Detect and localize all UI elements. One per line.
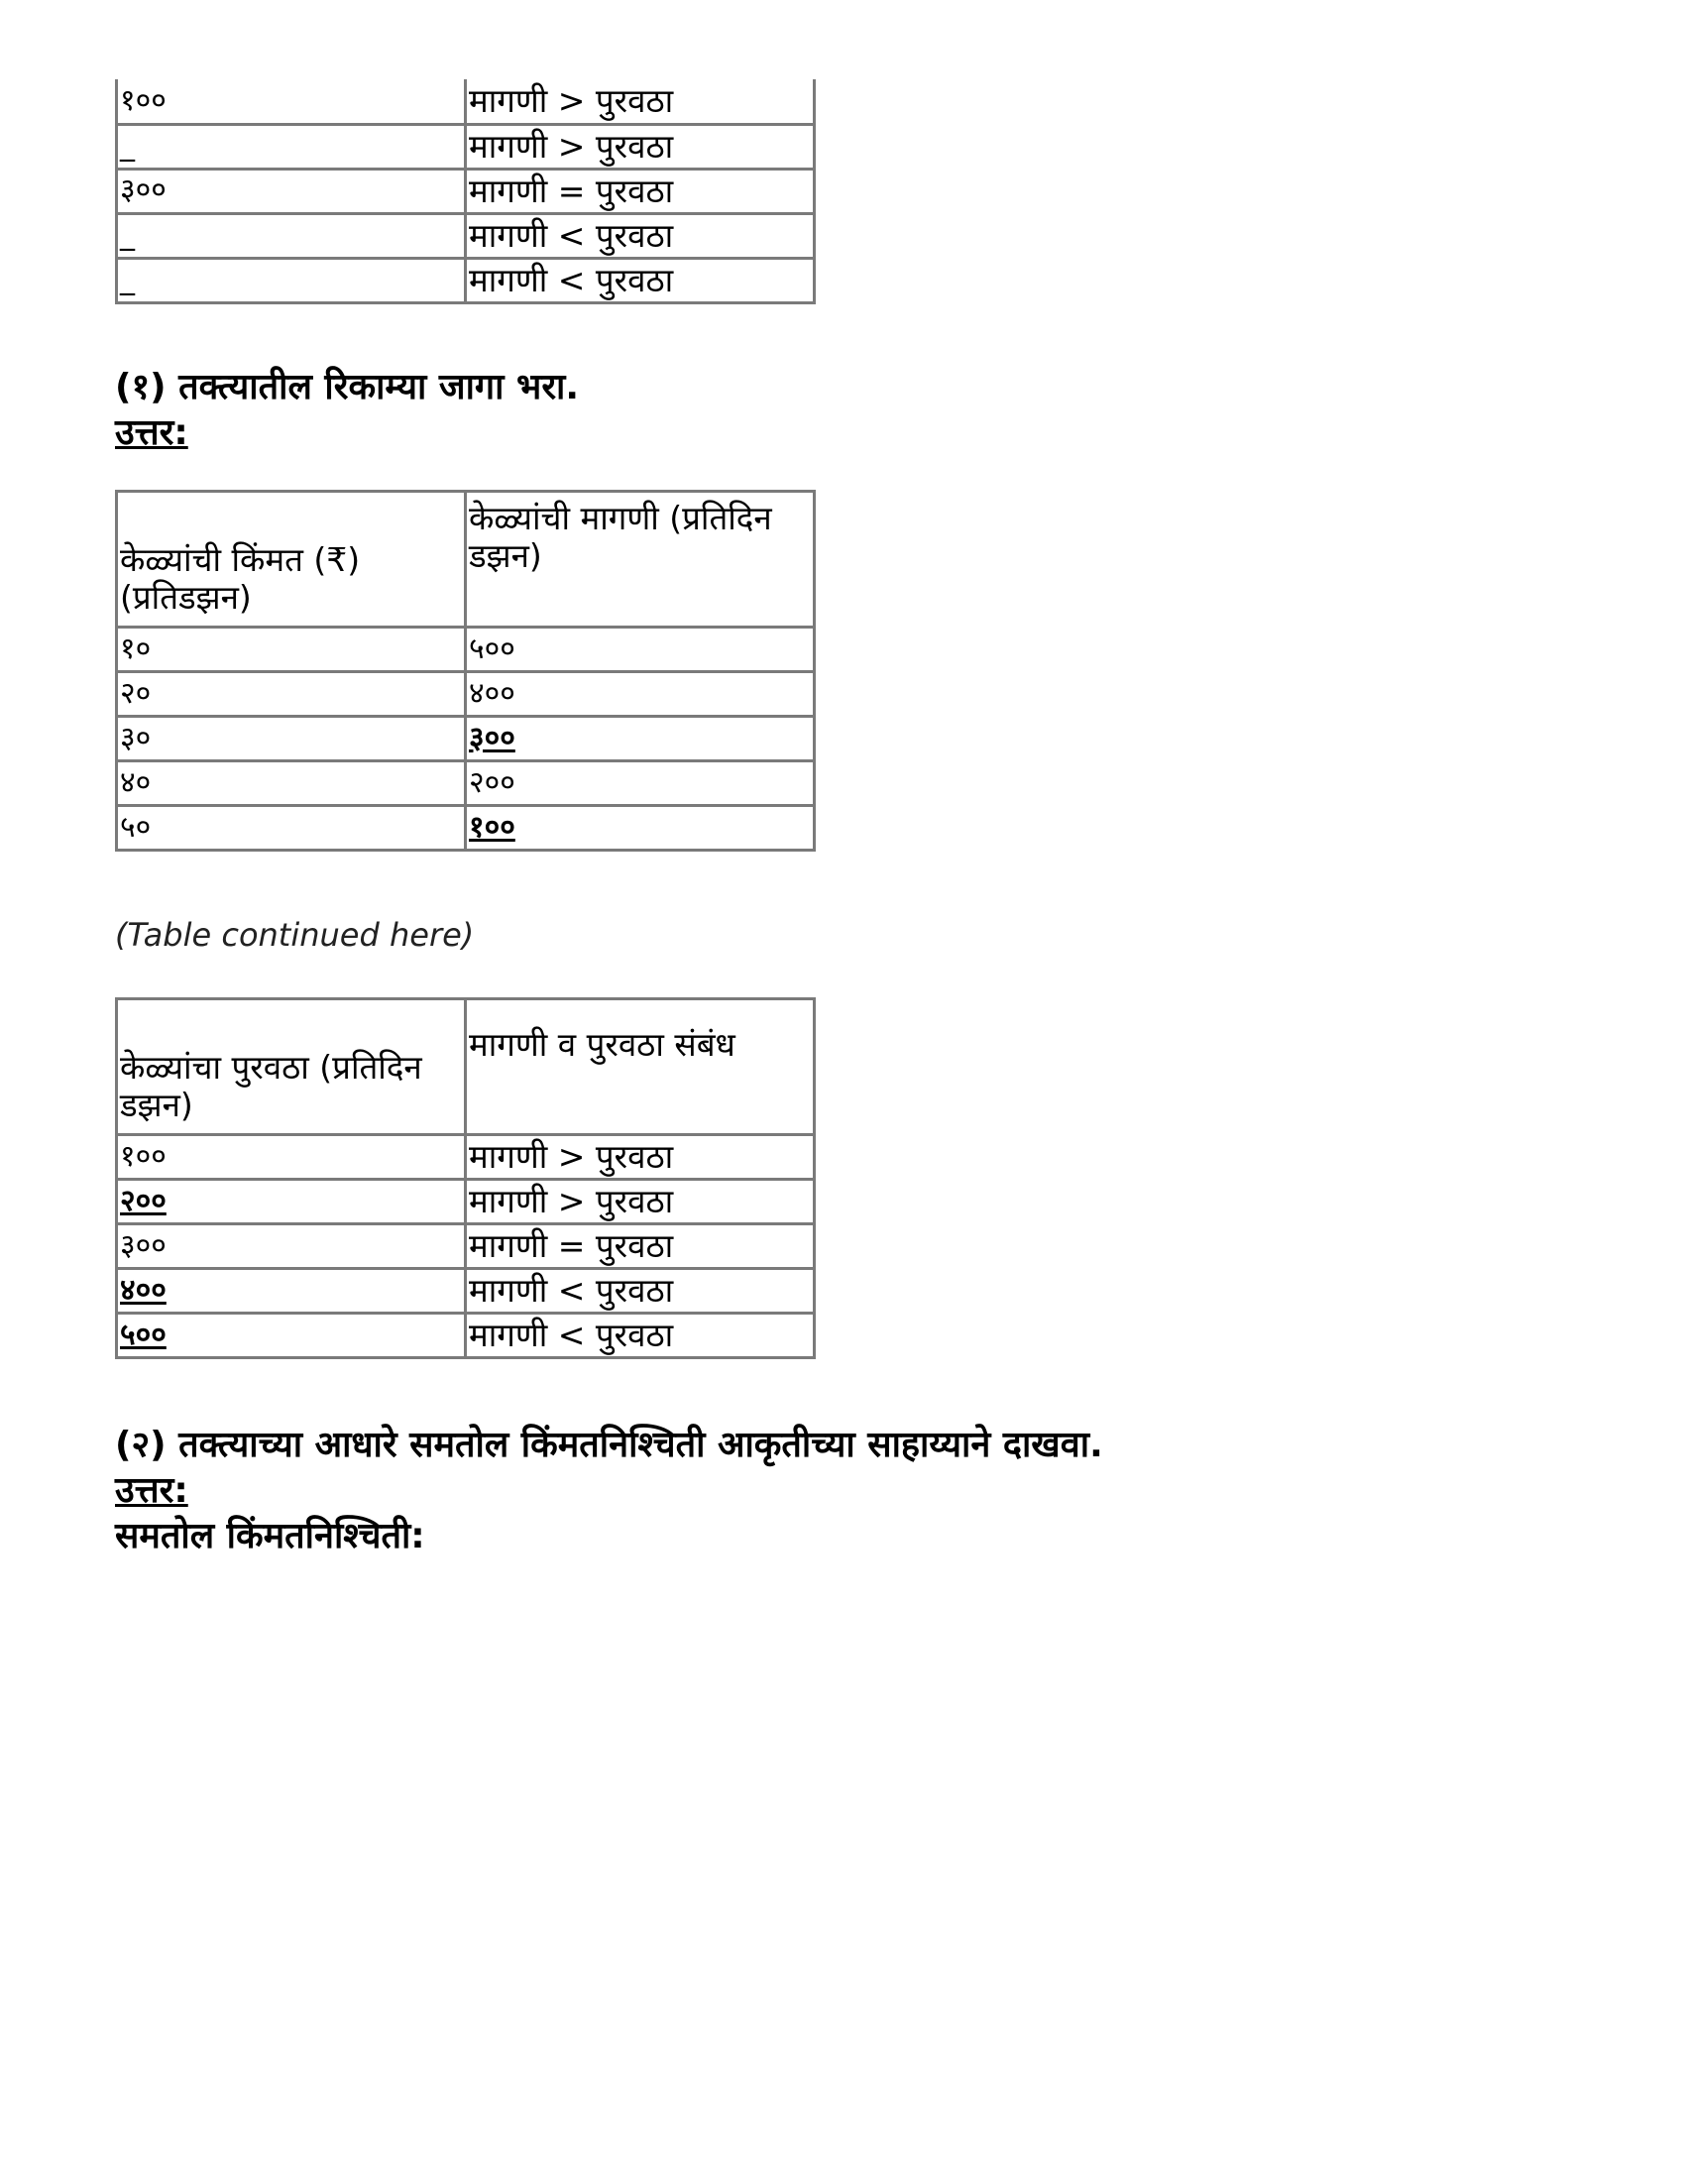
table-header-row — [117, 999, 815, 1135]
question-2-text: (२) तक्त्याच्या आधारे समतोल किंमतनिश्चिती आकृतीच्या साहाय्याने दाखवा. — [115, 1425, 1103, 1465]
supply-relation-table-top — [115, 79, 816, 304]
table-row — [117, 1314, 815, 1358]
price-cell: १० — [117, 628, 466, 672]
relation-cell: मागणी > पुरवठा — [466, 1180, 815, 1224]
supply-answer-cell: ४०० — [117, 1269, 466, 1314]
question-1-text: (१) तक्त्यातील रिकाम्या जागा भरा. — [115, 367, 580, 407]
relation-cell: मागणी < पुरवठा — [466, 1269, 815, 1314]
supply-cell: ३०० — [117, 1224, 466, 1269]
header-relation: मागणी व पुरवठा संबंध — [466, 999, 815, 1135]
demand-answer-cell: १०० — [466, 806, 815, 851]
supply-cell: _ — [117, 213, 466, 258]
table-row — [117, 1180, 815, 1224]
relation-cell: मागणी = पुरवठा — [466, 1224, 815, 1269]
relation-cell: मागणी = पुरवठा — [466, 169, 815, 213]
demand-cell: ४०० — [466, 672, 815, 717]
relation-cell: मागणी < पुरवठा — [466, 258, 815, 302]
answer-label: उत्तर: — [115, 412, 188, 453]
price-demand-table — [115, 490, 816, 852]
table-row — [117, 1224, 815, 1269]
section-heading: समतोल किंमतनिश्चिती: — [115, 1516, 425, 1556]
header-demand: केळ्यांची मागणी (प्रतिदिन डझन) — [466, 492, 815, 628]
supply-answer-cell: २०० — [117, 1180, 466, 1224]
table-row — [117, 717, 815, 761]
header-supply: केळ्यांचा पुरवठा (प्रतिदिन डझन) — [117, 999, 466, 1135]
question-1-block — [115, 365, 579, 456]
price-cell: ४० — [117, 761, 466, 806]
relation-cell: मागणी < पुरवठा — [466, 1314, 815, 1358]
price-cell: ५० — [117, 806, 466, 851]
header-price: केळ्यांची किंमत (₹) (प्रतिडझन) — [117, 492, 466, 628]
table-header-row — [117, 492, 815, 628]
table-row — [117, 258, 815, 302]
answer-label: उत्तर: — [115, 1470, 188, 1511]
demand-answer-cell: ३०० — [466, 717, 815, 761]
table-row — [117, 628, 815, 672]
supply-relation-table — [115, 997, 816, 1359]
supply-cell: _ — [117, 124, 466, 169]
relation-cell: मागणी > पुरवठा — [466, 124, 815, 169]
table-continued-note: (Table continued here) — [115, 916, 475, 954]
table-row — [117, 213, 815, 258]
table-row — [117, 1269, 815, 1314]
demand-cell: ५०० — [466, 628, 815, 672]
relation-cell: मागणी < पुरवठा — [466, 213, 815, 258]
price-cell: ३० — [117, 717, 466, 761]
table-row — [117, 672, 815, 717]
supply-cell: १०० — [117, 1135, 466, 1180]
table-row — [117, 806, 815, 851]
demand-cell: २०० — [466, 761, 815, 806]
supply-cell: _ — [117, 258, 466, 302]
price-cell: २० — [117, 672, 466, 717]
table-row — [117, 761, 815, 806]
table-row — [117, 124, 815, 169]
table-row — [117, 1135, 815, 1180]
table-row — [117, 169, 815, 213]
relation-cell: मागणी > पुरवठा — [466, 1135, 815, 1180]
supply-cell: १०० — [117, 79, 466, 124]
supply-cell: ३०० — [117, 169, 466, 213]
question-2-block — [115, 1423, 1103, 1559]
relation-cell: मागणी > पुरवठा — [466, 79, 815, 124]
supply-answer-cell: ५०० — [117, 1314, 466, 1358]
table-row — [117, 79, 815, 124]
